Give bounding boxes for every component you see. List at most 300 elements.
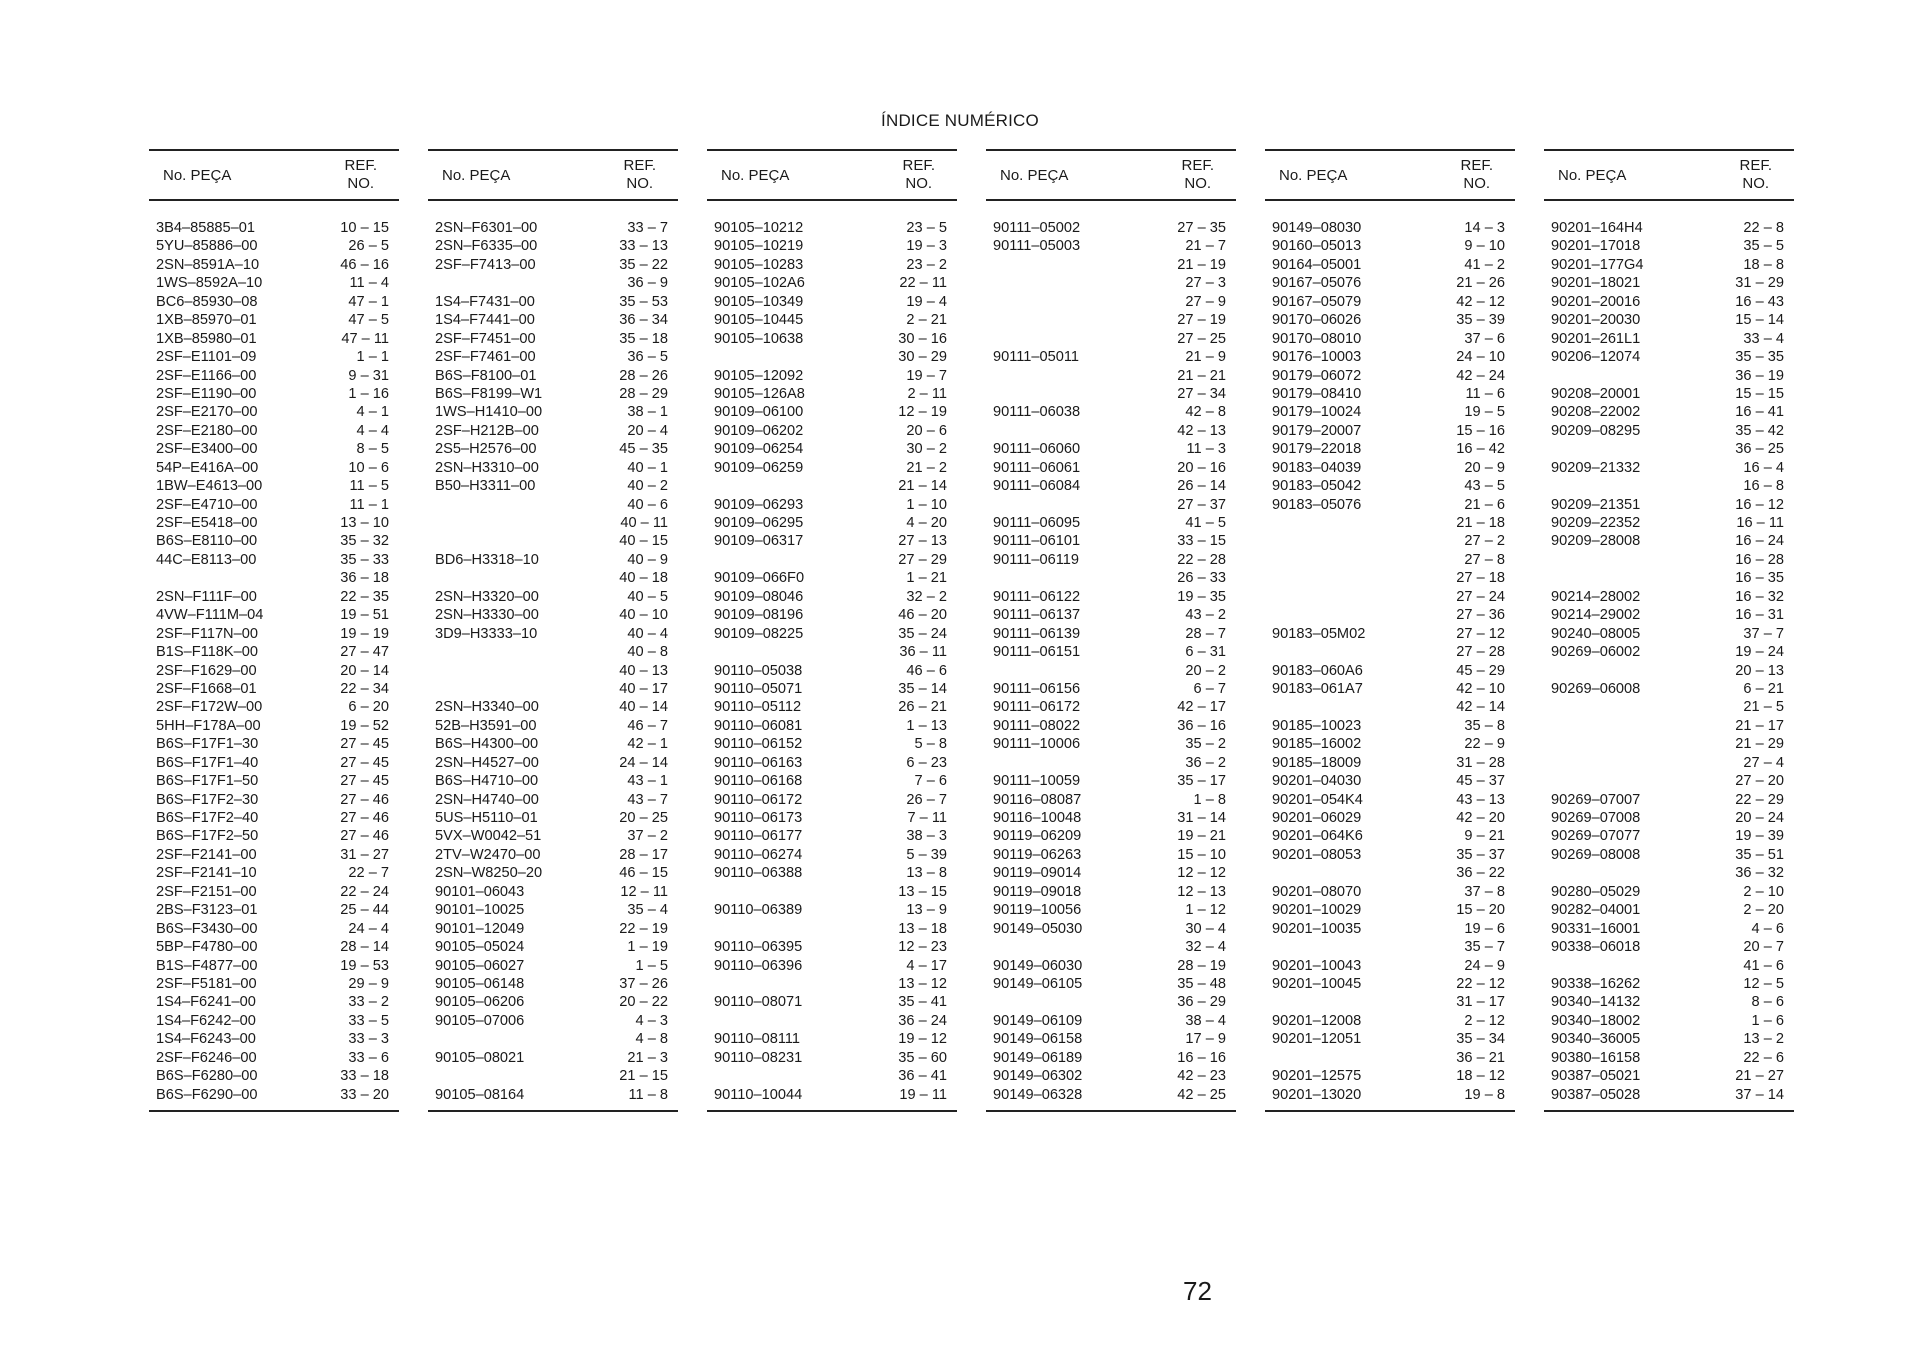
index-row [1544, 827, 1794, 845]
index-row [1265, 422, 1515, 440]
part-number: B6S–F17F1–50 [156, 773, 259, 790]
ref-number: 22 – 9 [1464, 736, 1505, 753]
index-row [428, 957, 678, 975]
part-number: 90109–06293 [714, 496, 804, 513]
index-row [149, 1067, 399, 1085]
part-number: 90201–20016 [1551, 293, 1641, 310]
index-row [707, 330, 957, 348]
index-row [428, 920, 678, 938]
index-row [707, 385, 957, 403]
index-row [707, 569, 957, 587]
part-number [435, 274, 580, 292]
index-row [986, 883, 1236, 901]
column-body [986, 201, 1236, 1112]
ref-number: 31 – 14 [1177, 810, 1226, 826]
part-number [435, 496, 580, 514]
index-row [149, 330, 399, 348]
ref-number: 40 – 8 [627, 644, 668, 661]
ref-number: 20 – 13 [1735, 662, 1784, 679]
part-number [1551, 662, 1696, 680]
part-number: 90110–08071 [714, 994, 803, 1011]
part-number: 90179–08410 [1272, 385, 1362, 402]
ref-number: 11 – 8 [628, 1086, 668, 1103]
index-row [986, 274, 1236, 292]
ref-number: 46 – 7 [627, 717, 668, 734]
ref-number: 41 – 6 [1743, 957, 1784, 974]
part-number: 90338–16262 [1551, 975, 1641, 992]
part-number: 90110–06163 [714, 754, 803, 771]
index-row [428, 293, 678, 311]
ref-header-line-1: REF. [902, 157, 935, 174]
index-row [1265, 551, 1515, 569]
ref-number: 40 – 6 [627, 496, 668, 513]
ref-number: 16 – 4 [1743, 459, 1784, 476]
index-row [428, 219, 678, 237]
ref-number: 35 – 2 [1185, 736, 1226, 753]
ref-number: 38 – 3 [906, 828, 947, 845]
ref-number: 21 – 6 [1464, 496, 1505, 513]
part-number: 90149–08030 [1272, 220, 1362, 236]
ref-number: 21 – 5 [1743, 699, 1784, 716]
ref-number: 33 – 20 [340, 1086, 389, 1103]
index-row [428, 367, 678, 385]
part-number: 90240–08005 [1551, 625, 1641, 642]
index-row [707, 514, 957, 532]
part-number: 2SF–F2141–00 [156, 846, 257, 863]
part-number [1551, 957, 1696, 975]
part-number [1272, 514, 1417, 532]
index-row [1265, 274, 1515, 292]
index-row [1265, 662, 1515, 680]
ref-number: 42 – 17 [1177, 699, 1226, 716]
ref-number: 42 – 13 [1177, 422, 1226, 439]
part-number: 90179–10024 [1272, 404, 1362, 421]
part-number: 90340–18002 [1551, 1012, 1641, 1029]
ref-number: 26 – 21 [898, 699, 947, 716]
ref-number: 16 – 28 [1735, 551, 1784, 568]
index-row [986, 846, 1236, 864]
index-row [149, 1012, 399, 1030]
part-number: 90109–08196 [714, 607, 804, 624]
ref-number: 27 – 45 [340, 773, 389, 790]
ref-number: 26 – 7 [906, 791, 947, 808]
ref-number: 31 – 27 [340, 846, 389, 863]
part-number: 90111–05011 [993, 349, 1080, 366]
index-row [428, 422, 678, 440]
part-number: 90111–10006 [993, 736, 1081, 753]
index-row [1544, 993, 1794, 1011]
ref-number: 40 – 17 [619, 680, 668, 697]
part-number: 90119–09018 [993, 883, 1082, 900]
part-number: 5YU–85886–00 [156, 238, 258, 255]
ref-number: 4 – 4 [356, 422, 389, 439]
part-number: 90105–10212 [714, 220, 804, 236]
index-row [1544, 754, 1794, 772]
index-row [707, 975, 957, 993]
part-number: 52B–H3591–00 [435, 717, 537, 734]
part-number: 90183–04039 [1272, 459, 1362, 476]
part-number: 2SF–F2141–10 [156, 865, 257, 882]
index-row [428, 846, 678, 864]
column-header [707, 149, 957, 201]
part-number: 1S4–F6242–00 [156, 1012, 256, 1029]
ref-number: 27 – 8 [1464, 551, 1505, 568]
ref-number: 35 – 39 [1456, 312, 1505, 329]
part-number: 90208–22002 [1551, 404, 1641, 421]
index-row [1544, 606, 1794, 624]
part-number [714, 477, 859, 495]
ref-number: 16 – 41 [1735, 404, 1784, 421]
index-row [1544, 551, 1794, 569]
index-row [1544, 422, 1794, 440]
index-row [149, 827, 399, 845]
index-row [986, 1049, 1236, 1067]
part-number: 1BW–E4613–00 [156, 478, 263, 495]
part-number: 2SF–F1629–00 [156, 662, 257, 679]
part-number: 2SN–F6335–00 [435, 238, 538, 255]
ref-number: 20 – 7 [1743, 939, 1784, 956]
index-row [1265, 957, 1515, 975]
ref-number: 21 – 19 [1177, 256, 1226, 273]
index-row [986, 532, 1236, 550]
ref-number: 19 – 19 [340, 625, 389, 642]
ref-number: 37 – 6 [1464, 330, 1505, 347]
ref-number: 17 – 9 [1185, 1031, 1226, 1048]
index-row [428, 606, 678, 624]
part-number [1551, 735, 1696, 753]
ref-number: 12 – 13 [1177, 883, 1226, 900]
ref-number: 36 – 5 [627, 349, 668, 366]
ref-number: 36 – 34 [619, 312, 668, 329]
index-row [428, 772, 678, 790]
ref-number: 32 – 2 [906, 588, 947, 605]
part-number [435, 514, 580, 532]
ref-number: 4 – 1 [356, 404, 389, 421]
ref-number: 35 – 33 [340, 551, 389, 568]
index-row [707, 459, 957, 477]
part-number: 90269–06008 [1551, 680, 1641, 697]
ref-number: 36 – 11 [899, 644, 947, 661]
index-row [986, 293, 1236, 311]
index-row [707, 367, 957, 385]
index-row [428, 588, 678, 606]
index-row [428, 1067, 678, 1085]
index-row [707, 809, 957, 827]
part-number: 90280–05029 [1551, 883, 1641, 900]
ref-number: 35 – 51 [1735, 846, 1784, 863]
part-number: 2SN–8591A–10 [156, 256, 260, 273]
ref-number: 14 – 3 [1464, 220, 1505, 236]
index-row [149, 514, 399, 532]
ref-number: 23 – 2 [906, 256, 947, 273]
ref-number-header [623, 157, 656, 193]
part-number: 90201–10029 [1272, 902, 1362, 919]
index-row [707, 1086, 957, 1104]
part-number: 90105–06206 [435, 994, 525, 1011]
index-column [149, 149, 399, 1112]
ref-number: 36 – 22 [1456, 865, 1505, 882]
page-number: 72 [1183, 1276, 1212, 1306]
part-number: 1S4–F6243–00 [156, 1031, 256, 1048]
part-number: 90201–20030 [1551, 312, 1641, 329]
ref-number: 13 – 15 [898, 883, 947, 900]
ref-number: 42 – 8 [1185, 404, 1226, 421]
ref-number: 33 – 15 [1177, 533, 1226, 550]
ref-number: 13 – 8 [906, 865, 947, 882]
ref-number: 30 – 4 [1185, 920, 1226, 937]
ref-number: 19 – 3 [906, 238, 947, 255]
index-row [149, 274, 399, 292]
part-number: 90201–08053 [1272, 846, 1362, 863]
ref-number: 22 – 24 [340, 883, 389, 900]
part-number: 1S4–F6241–00 [156, 994, 256, 1011]
index-row [149, 883, 399, 901]
index-row [986, 348, 1236, 366]
ref-number: 21 – 21 [1177, 367, 1226, 384]
part-number [714, 1067, 859, 1085]
part-number [993, 938, 1138, 956]
part-number: B6S–E8110–00 [156, 533, 258, 550]
part-number [1272, 569, 1417, 587]
index-row [428, 403, 678, 421]
part-number [993, 330, 1138, 348]
index-row [1544, 698, 1794, 716]
part-number [435, 532, 580, 550]
part-number: 90149–06189 [993, 1049, 1083, 1066]
index-row [707, 256, 957, 274]
part-number: 90214–29002 [1551, 607, 1641, 624]
part-number: 90105–10349 [714, 293, 804, 310]
index-row [428, 809, 678, 827]
ref-number-header [1739, 157, 1772, 193]
index-row [1265, 901, 1515, 919]
part-number: 90149–05030 [993, 920, 1083, 937]
part-number: 90105–08021 [435, 1049, 525, 1066]
ref-number: 16 – 11 [1736, 515, 1784, 531]
part-number [1551, 367, 1696, 385]
index-row [1265, 219, 1515, 237]
ref-number: 21 – 9 [1185, 349, 1226, 366]
ref-number: 1 – 21 [906, 570, 947, 587]
part-number [1272, 698, 1417, 716]
part-number: 2SN–H3340–00 [435, 699, 539, 716]
ref-number: 28 – 17 [619, 846, 668, 863]
index-row [986, 403, 1236, 421]
ref-number: 19 – 7 [906, 367, 947, 384]
part-number: 2SN–W8250–20 [435, 865, 543, 882]
ref-header-line-2: NO. [626, 175, 654, 192]
part-number: 90119–09014 [993, 865, 1082, 882]
index-row [707, 1012, 957, 1030]
index-row [707, 920, 957, 938]
part-number: 5VX–W0042–51 [435, 828, 542, 845]
ref-number: 35 – 24 [898, 625, 947, 642]
index-row [149, 367, 399, 385]
part-number: 90167–05079 [1272, 293, 1362, 310]
ref-number-header [902, 157, 935, 193]
ref-number: 38 – 4 [1185, 1012, 1226, 1029]
index-row [986, 864, 1236, 882]
ref-number: 35 – 18 [619, 330, 668, 347]
ref-number: 35 – 7 [1464, 939, 1505, 956]
part-number: 90110–06388 [714, 865, 803, 882]
index-row [1544, 772, 1794, 790]
ref-number: 16 – 35 [1735, 570, 1784, 587]
index-row [1544, 846, 1794, 864]
part-number: 90105–08164 [435, 1086, 525, 1103]
ref-number: 37 – 26 [619, 975, 668, 992]
ref-number: 15 – 20 [1456, 902, 1505, 919]
index-row [428, 459, 678, 477]
part-number: 90179–20007 [1272, 422, 1362, 439]
index-row [707, 698, 957, 716]
part-number: 4VW–F111M–04 [156, 607, 264, 624]
ref-number: 24 – 9 [1464, 957, 1505, 974]
index-row [428, 993, 678, 1011]
index-row [149, 901, 399, 919]
index-row [428, 901, 678, 919]
part-number: 2SF–E1166–00 [156, 367, 257, 384]
index-row [428, 754, 678, 772]
ref-number: 36 – 16 [1177, 717, 1226, 734]
part-number: 90201–164H4 [1551, 220, 1643, 236]
part-number: 90110–05112 [714, 699, 802, 716]
index-row [986, 735, 1236, 753]
ref-number: 21 – 29 [1735, 736, 1784, 753]
ref-number: 28 – 19 [1177, 957, 1226, 974]
index-row [1544, 293, 1794, 311]
index-row [1544, 643, 1794, 661]
part-number: 90179–06072 [1272, 367, 1362, 384]
column-header [986, 149, 1236, 201]
ref-number: 19 – 12 [898, 1031, 947, 1048]
index-row [1544, 680, 1794, 698]
ref-number: 22 – 34 [340, 680, 389, 697]
index-row [707, 403, 957, 421]
part-number [1272, 993, 1417, 1011]
ref-header-line-2: NO. [905, 175, 933, 192]
ref-number: 40 – 15 [619, 533, 668, 550]
index-row [1265, 993, 1515, 1011]
ref-number: 2 – 11 [907, 385, 947, 402]
part-number [714, 643, 859, 661]
part-number: B6S–F8100–01 [435, 367, 537, 384]
index-row [1544, 662, 1794, 680]
column-body [707, 201, 957, 1112]
part-number: 90110–06168 [714, 773, 803, 790]
part-number: 90109–066F0 [714, 570, 805, 587]
part-number: 90387–05028 [1551, 1086, 1641, 1103]
ref-number: 27 – 2 [1464, 533, 1505, 550]
ref-number: 33 – 7 [627, 220, 668, 236]
index-row [1265, 532, 1515, 550]
index-row [707, 237, 957, 255]
part-number: 90111–06101 [993, 533, 1081, 550]
index-row [428, 274, 678, 292]
ref-number: 27 – 24 [1456, 588, 1505, 605]
part-number: 1WS–H1410–00 [435, 404, 543, 421]
part-number: 90109–06259 [714, 459, 804, 476]
ref-number-header [1181, 157, 1214, 193]
ref-number: 21 – 27 [1735, 1068, 1784, 1085]
ref-number: 19 – 52 [340, 717, 389, 734]
index-row [707, 938, 957, 956]
index-row [986, 1086, 1236, 1104]
part-number: 90119–10056 [993, 902, 1082, 919]
ref-number: 43 – 7 [627, 791, 668, 808]
index-row [1544, 938, 1794, 956]
part-number: 1XB–85980–01 [156, 330, 257, 347]
ref-number: 40 – 14 [619, 699, 668, 716]
index-row [707, 496, 957, 514]
ref-number: 27 – 36 [1456, 607, 1505, 624]
index-row [428, 514, 678, 532]
index-row [428, 1086, 678, 1104]
part-number: 2SF–H212B–00 [435, 422, 539, 439]
index-row [986, 791, 1236, 809]
part-number: 2SF–E4710–00 [156, 496, 258, 513]
part-number [1551, 772, 1696, 790]
part-number: 2SF–F7413–00 [435, 256, 536, 273]
index-row [986, 514, 1236, 532]
ref-number: 1 – 6 [1751, 1012, 1784, 1029]
part-number: 90160–05013 [1272, 238, 1362, 255]
part-number [1551, 569, 1696, 587]
part-number-header: No. PEÇA [1279, 166, 1348, 184]
ref-number: 36 – 2 [1185, 754, 1226, 771]
part-number: 90111–06038 [993, 404, 1081, 421]
index-row [1544, 532, 1794, 550]
index-row [149, 219, 399, 237]
index-row [1544, 496, 1794, 514]
ref-number: 27 – 46 [340, 791, 389, 808]
ref-number: 30 – 2 [906, 441, 947, 458]
index-row [707, 293, 957, 311]
part-number: 2SF–E2170–00 [156, 404, 258, 421]
index-row [707, 643, 957, 661]
ref-number: 43 – 2 [1185, 607, 1226, 624]
index-row [149, 809, 399, 827]
ref-number: 35 – 34 [1456, 1031, 1505, 1048]
ref-number: 33 – 3 [348, 1031, 389, 1048]
part-number: 2S5–H2576–00 [435, 441, 537, 458]
index-row [1265, 293, 1515, 311]
part-number: 90111–06139 [993, 625, 1081, 642]
index-row [1265, 367, 1515, 385]
index-row [1265, 864, 1515, 882]
ref-number: 19 – 39 [1735, 828, 1784, 845]
ref-number: 35 – 22 [619, 256, 668, 273]
index-row [1544, 735, 1794, 753]
part-number: 90149–06030 [993, 957, 1083, 974]
part-number: 90105–12092 [714, 367, 804, 384]
index-row [1544, 1067, 1794, 1085]
ref-number: 43 – 1 [627, 773, 668, 790]
index-row [1265, 717, 1515, 735]
ref-number: 22 – 8 [1743, 220, 1784, 236]
ref-number: 8 – 6 [1751, 994, 1784, 1011]
part-number: 90164–05001 [1272, 256, 1362, 273]
index-row [986, 569, 1236, 587]
part-number: 90201–18021 [1551, 275, 1641, 292]
ref-number: 35 – 32 [340, 533, 389, 550]
part-number [993, 311, 1138, 329]
ref-number: 11 – 5 [349, 478, 389, 495]
index-row [1265, 1086, 1515, 1104]
ref-number: 18 – 12 [1456, 1068, 1505, 1085]
part-number: 90105–102A6 [714, 275, 805, 292]
part-number: B6S–F8199–W1 [435, 385, 543, 402]
